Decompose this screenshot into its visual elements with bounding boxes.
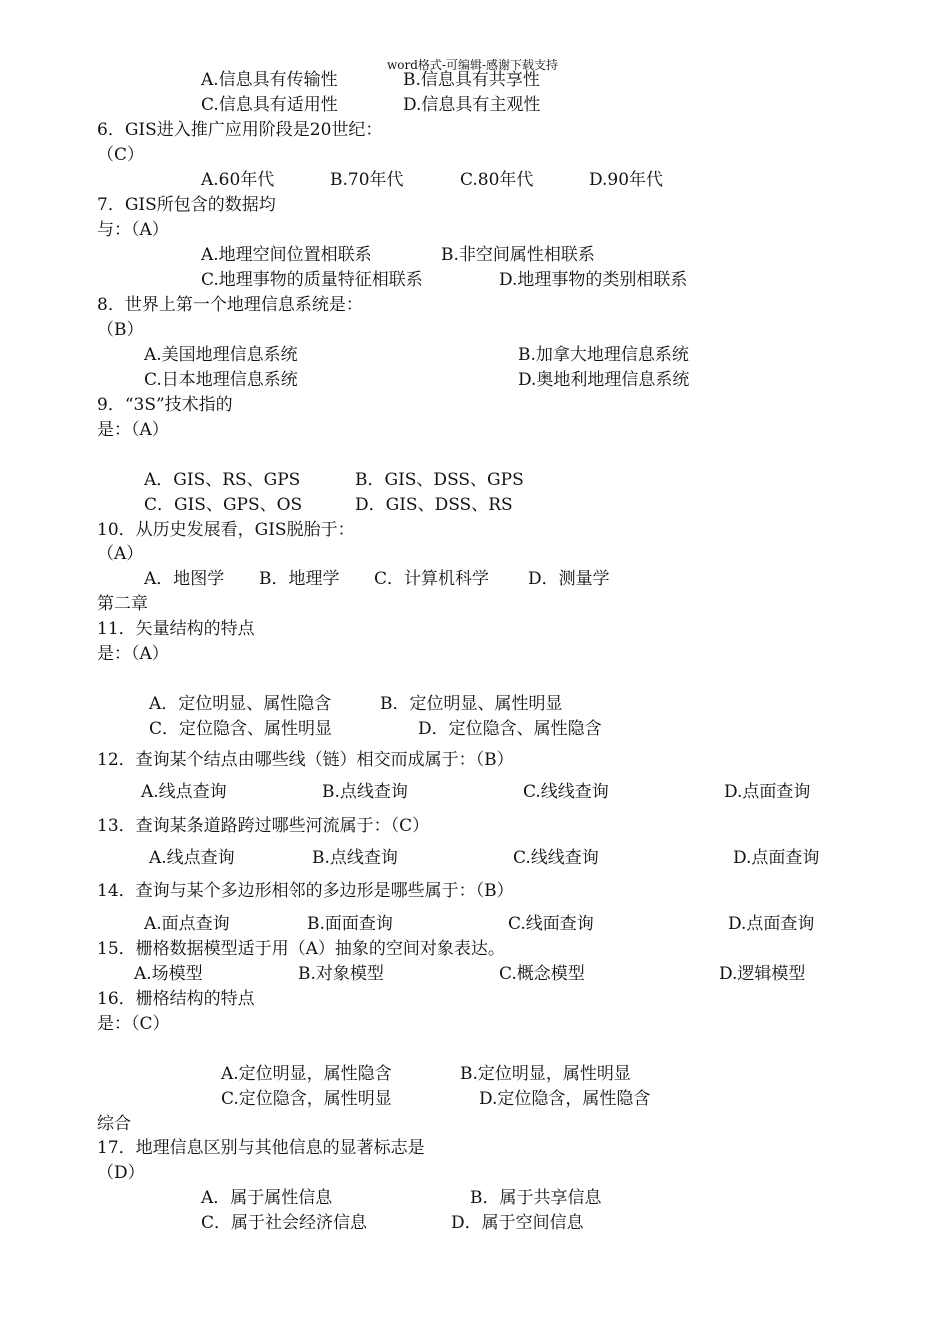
q10-option-a: A．地图学	[144, 569, 225, 589]
q7-answer: 与：（A）	[97, 220, 169, 240]
q5-option-b: B.信息具有共享性	[403, 70, 540, 90]
q17-option-c: C．属于社会经济信息	[201, 1213, 368, 1233]
q5-option-d: D.信息具有主观性	[403, 95, 541, 115]
q14-option-c: C.线面查询	[508, 914, 594, 934]
q13-option-a: A.线点查询	[149, 848, 235, 868]
q17-answer: （D）	[97, 1163, 145, 1183]
q7-question: 7．GIS所包含的数据均	[97, 195, 276, 215]
q13-option-d: D.点面查询	[733, 848, 820, 868]
q8-option-d: D.奥地利地理信息系统	[518, 370, 690, 390]
q10-answer: （A）	[97, 544, 144, 564]
q14-option-a: A.面点查询	[144, 914, 230, 934]
q6-question: 6．GIS进入推广应用阶段是20世纪：	[97, 120, 383, 140]
q15-question: 15．栅格数据模型适于用（A）抽象的空间对象表达。	[97, 939, 505, 959]
q16-option-a: A.定位明显，属性隐含	[221, 1064, 392, 1084]
q17-option-d: D．属于空间信息	[451, 1213, 584, 1233]
q7-option-c: C.地理事物的质量特征相联系	[201, 270, 423, 290]
q8-option-a: A.美国地理信息系统	[144, 345, 298, 365]
q5-option-c: C.信息具有适用性	[201, 95, 338, 115]
q17-question: 17．地理信息区别与其他信息的显著标志是	[97, 1138, 425, 1158]
q10-option-d: D．测量学	[528, 569, 610, 589]
q5-option-a: A.信息具有传输性	[201, 70, 338, 90]
q10-question: 10．从历史发展看，GIS脱胎于：	[97, 520, 355, 540]
q8-option-c: C.日本地理信息系统	[144, 370, 298, 390]
q16-answer: 是：（C）	[97, 1014, 170, 1034]
q17-option-a: A．属于属性信息	[201, 1188, 333, 1208]
q15-option-b: B.对象模型	[298, 964, 384, 984]
q6-answer: （C）	[97, 145, 145, 165]
q11-option-d: D．定位隐含、属性隐含	[418, 719, 602, 739]
q16-option-d: D.定位隐含，属性隐含	[479, 1089, 651, 1109]
q11-option-c: C．定位隐含、属性明显	[149, 719, 333, 739]
q14-option-d: D.点面查询	[728, 914, 815, 934]
q13-option-b: B.点线查询	[312, 848, 398, 868]
q14-option-b: B.面面查询	[307, 914, 393, 934]
q11-question: 11．矢量结构的特点	[97, 619, 255, 639]
q16-question: 16．栅格结构的特点	[97, 989, 255, 1009]
q12-option-a: A.线点查询	[141, 782, 227, 802]
q11-answer: 是：（A）	[97, 644, 169, 664]
q15-option-d: D.逻辑模型	[719, 964, 806, 984]
q10-option-b: B．地理学	[259, 569, 340, 589]
q9-option-a: A．GIS、RS、GPS	[144, 470, 301, 490]
q12-option-d: D.点面查询	[724, 782, 811, 802]
q16-option-b: B.定位明显，属性明显	[460, 1064, 631, 1084]
q10-option-c: C．计算机科学	[374, 569, 490, 589]
q11-option-a: A．定位明显、属性隐含	[149, 694, 332, 714]
q15-option-a: A.场模型	[134, 964, 203, 984]
chapter-heading: 第二章	[97, 594, 148, 614]
q12-option-c: C.线线查询	[523, 782, 609, 802]
q8-answer: （B）	[97, 320, 144, 340]
page-header: word格式-可编辑-感谢下载支持	[387, 58, 559, 72]
q9-option-d: D．GIS、DSS、RS	[355, 495, 513, 515]
q8-option-b: B.加拿大地理信息系统	[518, 345, 689, 365]
q17-option-b: B．属于共享信息	[470, 1188, 602, 1208]
q11-option-b: B．定位明显、属性明显	[380, 694, 563, 714]
q13-option-c: C.线线查询	[513, 848, 599, 868]
q6-option-d: D.90年代	[589, 170, 664, 190]
q7-option-a: A.地理空间位置相联系	[201, 245, 372, 265]
q6-option-b: B.70年代	[330, 170, 404, 190]
q9-question: 9．“3S”技术指的	[97, 395, 233, 415]
q15-option-c: C.概念模型	[499, 964, 585, 984]
q9-option-c: C．GIS、GPS、OS	[144, 495, 303, 515]
q9-option-b: B．GIS、DSS、GPS	[355, 470, 524, 490]
q14-question: 14．查询与某个多边形相邻的多边形是哪些属于：（B）	[97, 881, 514, 901]
q8-question: 8．世界上第一个地理信息系统是：	[97, 295, 363, 315]
q13-question: 13．查询某条道路跨过哪些河流属于：（C）	[97, 816, 430, 836]
q12-question: 12．查询某个结点由哪些线（链）相交而成属于：（B）	[97, 750, 514, 770]
q16-option-c: C.定位隐含，属性明显	[221, 1089, 392, 1109]
q7-option-d: D.地理事物的类别相联系	[499, 270, 688, 290]
q12-option-b: B.点线查询	[322, 782, 408, 802]
q7-option-b: B.非空间属性相联系	[441, 245, 595, 265]
section-heading: 综合	[97, 1114, 131, 1134]
q6-option-a: A.60年代	[201, 170, 275, 190]
q9-answer: 是：（A）	[97, 420, 169, 440]
q6-option-c: C.80年代	[460, 170, 534, 190]
